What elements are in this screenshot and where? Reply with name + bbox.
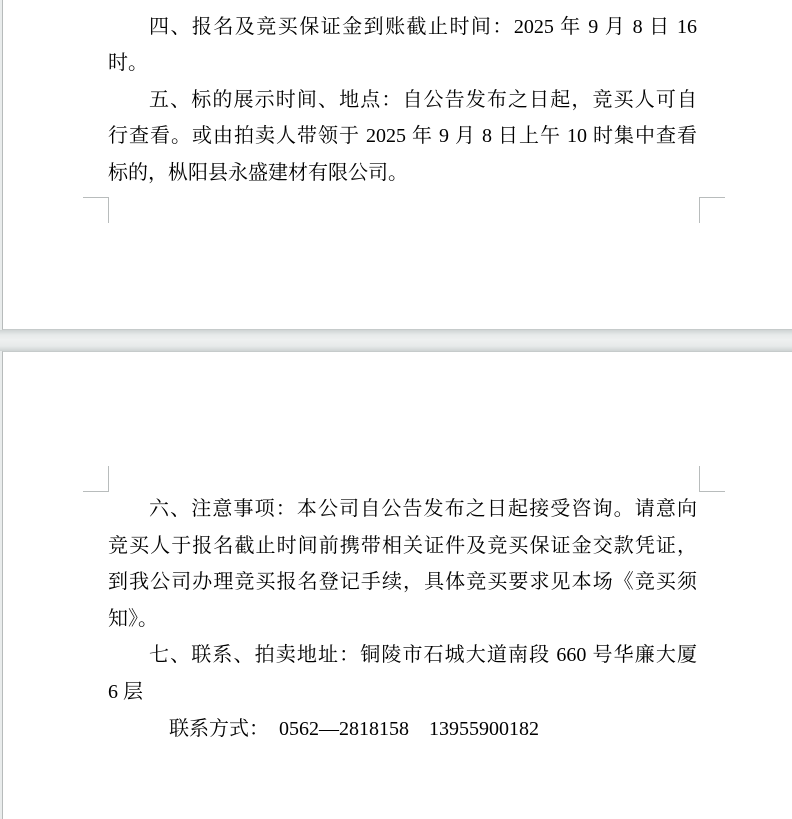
- document-line[interactable]: 时。: [108, 52, 148, 75]
- page-2-text-area: [108, 491, 697, 747]
- document-line[interactable]: 联系方式： 0562—2818158 13955900182: [169, 717, 539, 740]
- document-line[interactable]: 标的，枞阳县永盛建材有限公司。: [108, 161, 408, 184]
- margin-corner-mark-top-left: [83, 466, 109, 492]
- page-1[interactable]: [2, 0, 792, 330]
- document-line[interactable]: 七、联系、拍卖地址：铜陵市石城大道南段 660 号华廉大厦: [149, 644, 697, 667]
- page-gap: [0, 330, 792, 351]
- document-line[interactable]: 行查看。或由拍卖人带领于 2025 年 9 月 8 日上午 10 时集中查看: [108, 125, 697, 148]
- document-line[interactable]: 6 层: [108, 680, 143, 703]
- document-line[interactable]: 四、报名及竞买保证金到账截止时间：2025 年 9 月 8 日 16: [149, 16, 697, 38]
- document-line[interactable]: 到我公司办理竞买报名登记手续，具体竞买要求见本场《竞买须: [108, 571, 697, 594]
- document-line[interactable]: 竞买人于报名截止时间前携带相关证件及竞买保证金交款凭证，: [108, 534, 697, 557]
- margin-corner-mark-bottom-right: [699, 197, 725, 223]
- document-line[interactable]: 六、注意事项：本公司自公告发布之日起接受咨询。请意向: [149, 498, 697, 520]
- document-line[interactable]: 五、标的展示时间、地点：自公告发布之日起，竞买人可自: [149, 88, 697, 111]
- margin-corner-mark-top-right: [699, 466, 725, 492]
- page-2[interactable]: [2, 351, 792, 819]
- document-line[interactable]: 知》。: [108, 607, 158, 630]
- page-1-text-area: [108, 9, 697, 191]
- margin-corner-mark-bottom-left: [83, 197, 109, 223]
